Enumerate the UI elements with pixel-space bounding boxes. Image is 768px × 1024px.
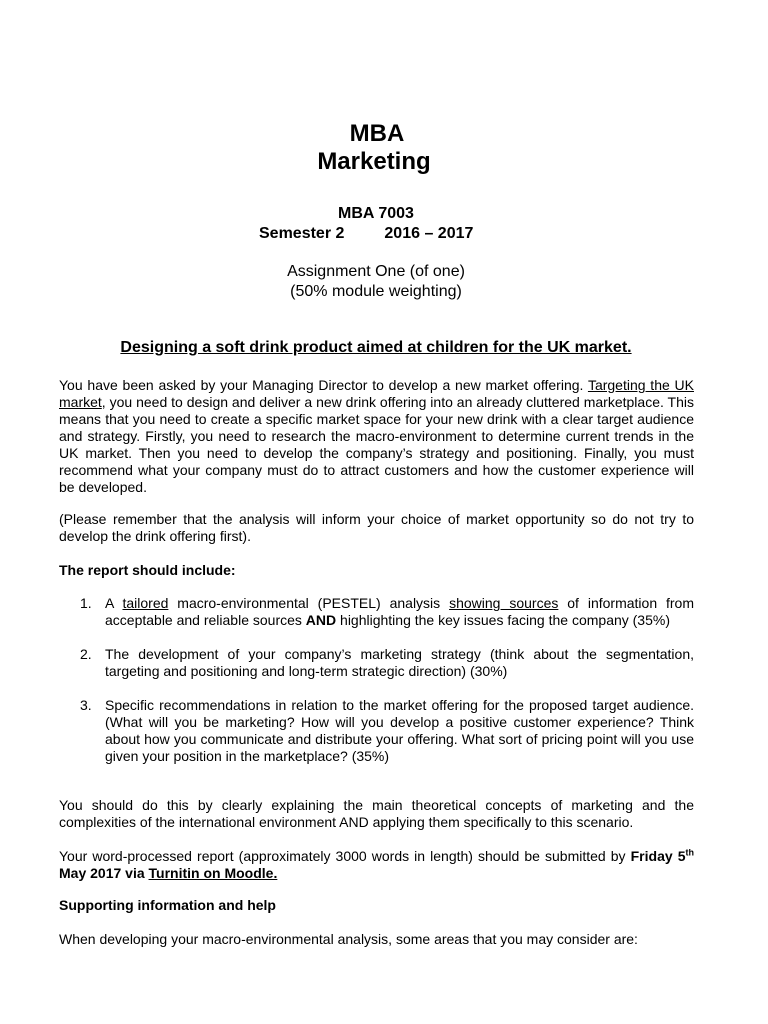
turnitin-link[interactable]: Turnitin on Moodle. bbox=[148, 865, 278, 881]
course-subtitle: Marketing bbox=[317, 148, 431, 175]
assignment-weighting: (50% module weighting) bbox=[290, 283, 462, 300]
underlined-text: showing sources bbox=[449, 595, 559, 611]
list-number: 3. bbox=[80, 697, 92, 713]
list-item bbox=[59, 595, 694, 629]
semester-label: Semester 2 bbox=[259, 225, 345, 242]
list-text: macro-environmental (PESTEL) analysis bbox=[168, 595, 450, 611]
note-paragraph: (Please remember that the analysis will inform your choice of market opportunity so do not try to develop the drink offering first). bbox=[59, 511, 694, 544]
semester-line bbox=[259, 225, 473, 243]
support-paragraph: When developing your macro-environmental analysis, some areas that you may consider are: bbox=[59, 931, 638, 947]
list-item bbox=[59, 697, 694, 765]
list-number: 2. bbox=[80, 646, 92, 662]
submission-paragraph bbox=[59, 848, 694, 882]
module-code: MBA 7003 bbox=[338, 205, 414, 222]
date-text: Friday 5 bbox=[630, 848, 686, 864]
course-title: MBA bbox=[349, 120, 405, 147]
submission-text: Your word-processed report (approximately 3000 words in length) should be submitted by bbox=[59, 848, 631, 864]
intro-underlined-text: Targeting the UK market bbox=[59, 377, 694, 410]
intro-paragraph bbox=[59, 377, 694, 496]
assignment-heading: Designing a soft drink product aimed at children for the UK market. bbox=[120, 339, 632, 356]
bold-text: AND bbox=[305, 612, 337, 628]
semester-years: 2016 – 2017 bbox=[384, 225, 474, 242]
assignment-title: Assignment One (of one) bbox=[287, 263, 465, 280]
list-text: A bbox=[105, 595, 123, 611]
list-text: The development of your company’s marketing strategy (think about the segmentation, targeting and positioning and long-term strategic direction) (30%) bbox=[105, 646, 694, 679]
report-include-heading: The report should include: bbox=[59, 562, 236, 578]
requirements-list bbox=[59, 595, 694, 765]
date-suffix: th bbox=[685, 847, 694, 858]
list-number: 1. bbox=[80, 595, 92, 611]
intro-text-rest: , you need to design and deliver a new drink offering into an already cluttered marketplace. This means that you need to create a specific market space for your new drink with a clear target audience and strategy. Firstly, you need to research the macro-environment to determine current trends in the UK market. Then you need to develop the company’s strategy and positioning. Finally, you must recommend what your company must do to attract customers and how the customer experience will be developed. bbox=[59, 394, 694, 495]
list-text: Specific recommendations in relation to the market offering for the proposed target audience. (What will you be marketing? How will you develop a positive customer experience? Think about how you communicate and distribute your offering. What sort of pricing point will you use given your position in the marketplace? (35%) bbox=[105, 697, 694, 764]
explanation-paragraph: You should do this by clearly explaining the main theoretical concepts of marketing and the complexities of the international environment AND applying them specifically to this scenario. bbox=[59, 797, 694, 830]
intro-text-start: You have been asked by your Managing Director to develop a new market offering. bbox=[59, 377, 588, 393]
support-heading: Supporting information and help bbox=[59, 897, 276, 913]
date-text-rest: May 2017 via bbox=[59, 865, 149, 881]
list-item bbox=[59, 646, 694, 680]
underlined-text: tailored bbox=[122, 595, 169, 611]
list-text: highlighting the key issues facing the company (35%) bbox=[336, 612, 670, 628]
list-text: of information from acceptable and reliable sources bbox=[105, 595, 694, 628]
